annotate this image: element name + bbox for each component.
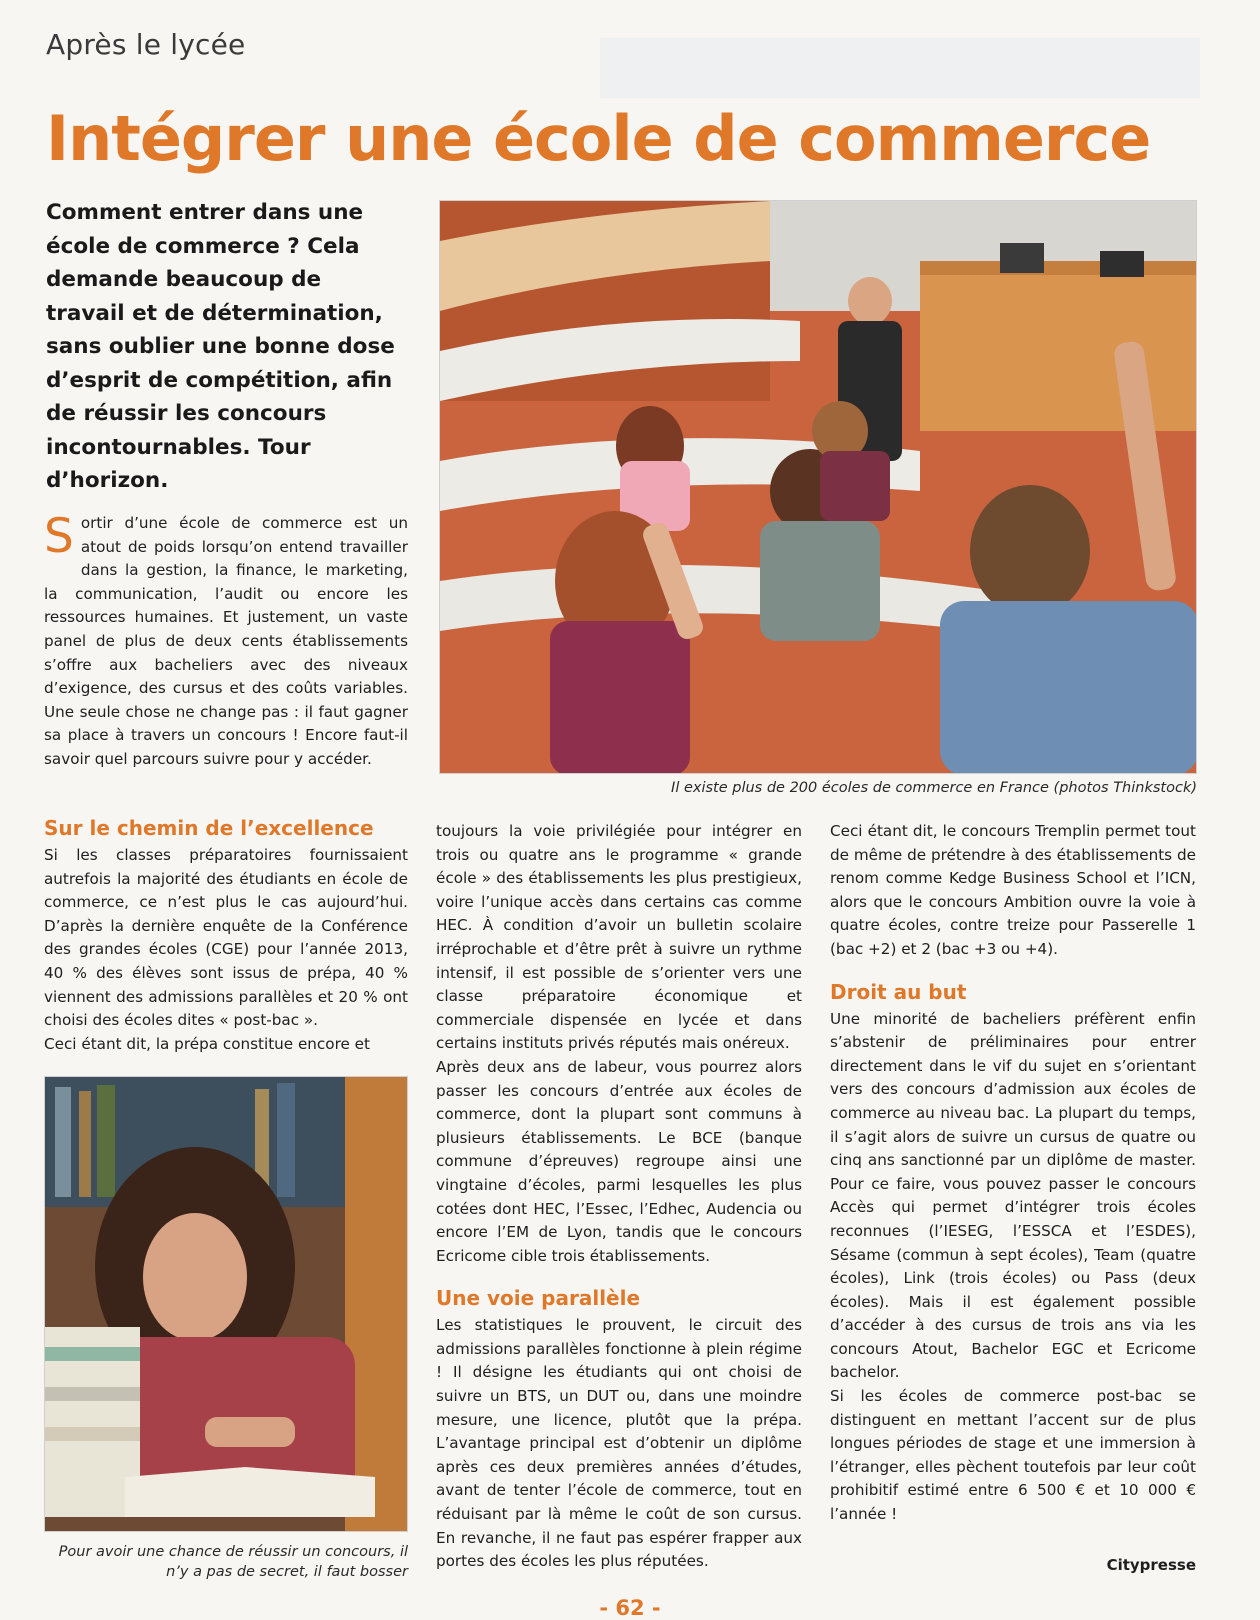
page-number: - 62 -: [599, 1596, 661, 1620]
column-1: [44, 814, 408, 1056]
section-heading-excellence: Sur le chemin de l’excellence: [44, 816, 374, 840]
intro-paragraph: [44, 509, 408, 772]
source-credit: Citypresse: [1106, 1556, 1196, 1574]
paragraph: Si les écoles de commerce post-bac se distinguent en mettant l’accent sur de plus longues périodes de stage et une immersion à l’étranger, elles pèchent toutefois par leur coût prohibitif estimé entre 6 500 € et 10 000 € l’année !: [830, 1387, 1196, 1524]
main-photo-caption: Il existe plus de 200 écoles de commerce en France (photos Thinkstock): [671, 780, 1197, 796]
paragraph: Si les classes préparatoires fournissaient autrefois la majorité des étudiants en école de commerce, ce n’est plus le cas aujourd’hui. D’après la dernière enquête de la Conférence des grandes écoles (CGE) pour l’année 2013, 40 % des élèves sont issus de prépa, 40 % viennent des admissions parallèles et 20 % ont choisi des écoles dites « post-bac ».: [44, 846, 408, 1030]
paragraph: Après deux ans de labeur, vous pourrez alors passer les concours d’entrée aux écoles de commerce, dont la plupart sont communs à plusieurs établissements. Le BCE (banque commune d’épreuves) regroupe ainsi une vingtaine d’écoles, parmi lesquelles les plus cotées dont HEC, l’Essec, l’Edhec, Audencia ou encore l’EM de Lyon, tandis que le concours Ecricome cible trois établissements.: [436, 1057, 802, 1265]
lead-paragraph: Comment entrer dans une école de commerce ? Cela demande beaucoup de travail et de détermination, sans oublier une bonne dose d’esprit de compétition, afin de réussir les concours incontournables. Tour d’horizon.: [46, 200, 395, 493]
column-2: [436, 820, 802, 1574]
section-label: Après le lycée: [46, 28, 246, 61]
column-3: [830, 820, 1196, 1527]
show-through-background: [600, 38, 1200, 98]
section-heading-droit-au-but: Droit au but: [830, 979, 967, 1004]
paragraph: Ceci étant dit, le concours Tremplin permet tout de même de prétendre à des établissements de renom comme Kedge Business School et l’ICN, alors que le concours Ambition ouvre la voie à quatre écoles, contre treize pour Passerelle 1 (bac +2) et 2 (bac +3 ou +4).: [830, 822, 1196, 958]
section-heading-voie-parallele: Une voie parallèle: [436, 1286, 641, 1311]
page-title: Intégrer une école de commerce: [46, 102, 1151, 175]
paragraph: Les statistiques le prouvent, le circuit des admissions parallèles fonctionne à plein régime ! Il désigne les étudiants qui ont choisi de suivre un BTS, un DUT ou, dans une moindre mesure, une licence, plutôt que la prépa. L’avantage principal est d’obtenir un diplôme après ces deux premières années d’études, avant de tenter l’école de commerce, tout en réduisant par là même le coût de son cursus. En revanche, il ne faut pas espérer frapper aux portes des écoles les plus réputées.: [436, 1316, 802, 1571]
lecture-hall-photo: [439, 200, 1197, 774]
paragraph: Ceci étant dit, la prépa constitue encore et: [44, 1034, 370, 1053]
paragraph: toujours la voie privilégiée pour intégrer en trois ou quatre ans le programme « grande école » des établissements les plus prestigieux, voire l’unique accès dans certains cas comme HEC. À condition d’avoir un bulletin scolaire irréprochable et d’être prêt à suivre un rythme intensif, il est possible de s’orienter vers une classe préparatoire économique et commerciale dispensée en lycée et dans certains instituts privés réputés mais onéreux.: [436, 822, 802, 1053]
student-photo-caption: Pour avoir une chance de réussir un concours, il n’y a pas de secret, il faut bosser: [58, 1544, 408, 1580]
intro-text: ortir d’une école de commerce est un atout de poids lorsqu’on entend travailler dans la gestion, la finance, le marketing, la communication, l’audit ou encore les ressources humaines. Et justement, un vaste panel de plus de deux cents établissements s’offre aux bacheliers avec des niveaux d’exigence, des cursus et des coûts variables. Une seule chose ne change pas : il faut gagner sa place à travers un concours ! Encore faut-il savoir quel parcours suivre pour y accéder.: [44, 514, 408, 768]
paragraph: Une minorité de bacheliers préfèrent enfin s’abstenir de préliminaires pour entrer directement dans le vif du sujet en s’orientant vers des concours d’admission aux écoles de commerce au niveau bac. La plupart du temps, il s’agit alors de suivre un cursus de quatre ou cinq ans sanctionné par un diplôme de master. Pour ce faire, vous pouvez passer le concours Accès qui permet d’intégrer trois écoles reconnues (l’IESEG, l’ESSCA et l’ESDES), Sésame (commun à sept écoles), Team (quatre écoles), Link (trois écoles) ou Pass (deux écoles). Mais il est également possible d’accéder à des cursus de trois ans via les concours Atout, Bachelor EGC et Ecricome bachelor.: [830, 1009, 1196, 1382]
drop-cap: S: [44, 509, 74, 564]
studying-student-photo: [44, 1076, 408, 1532]
